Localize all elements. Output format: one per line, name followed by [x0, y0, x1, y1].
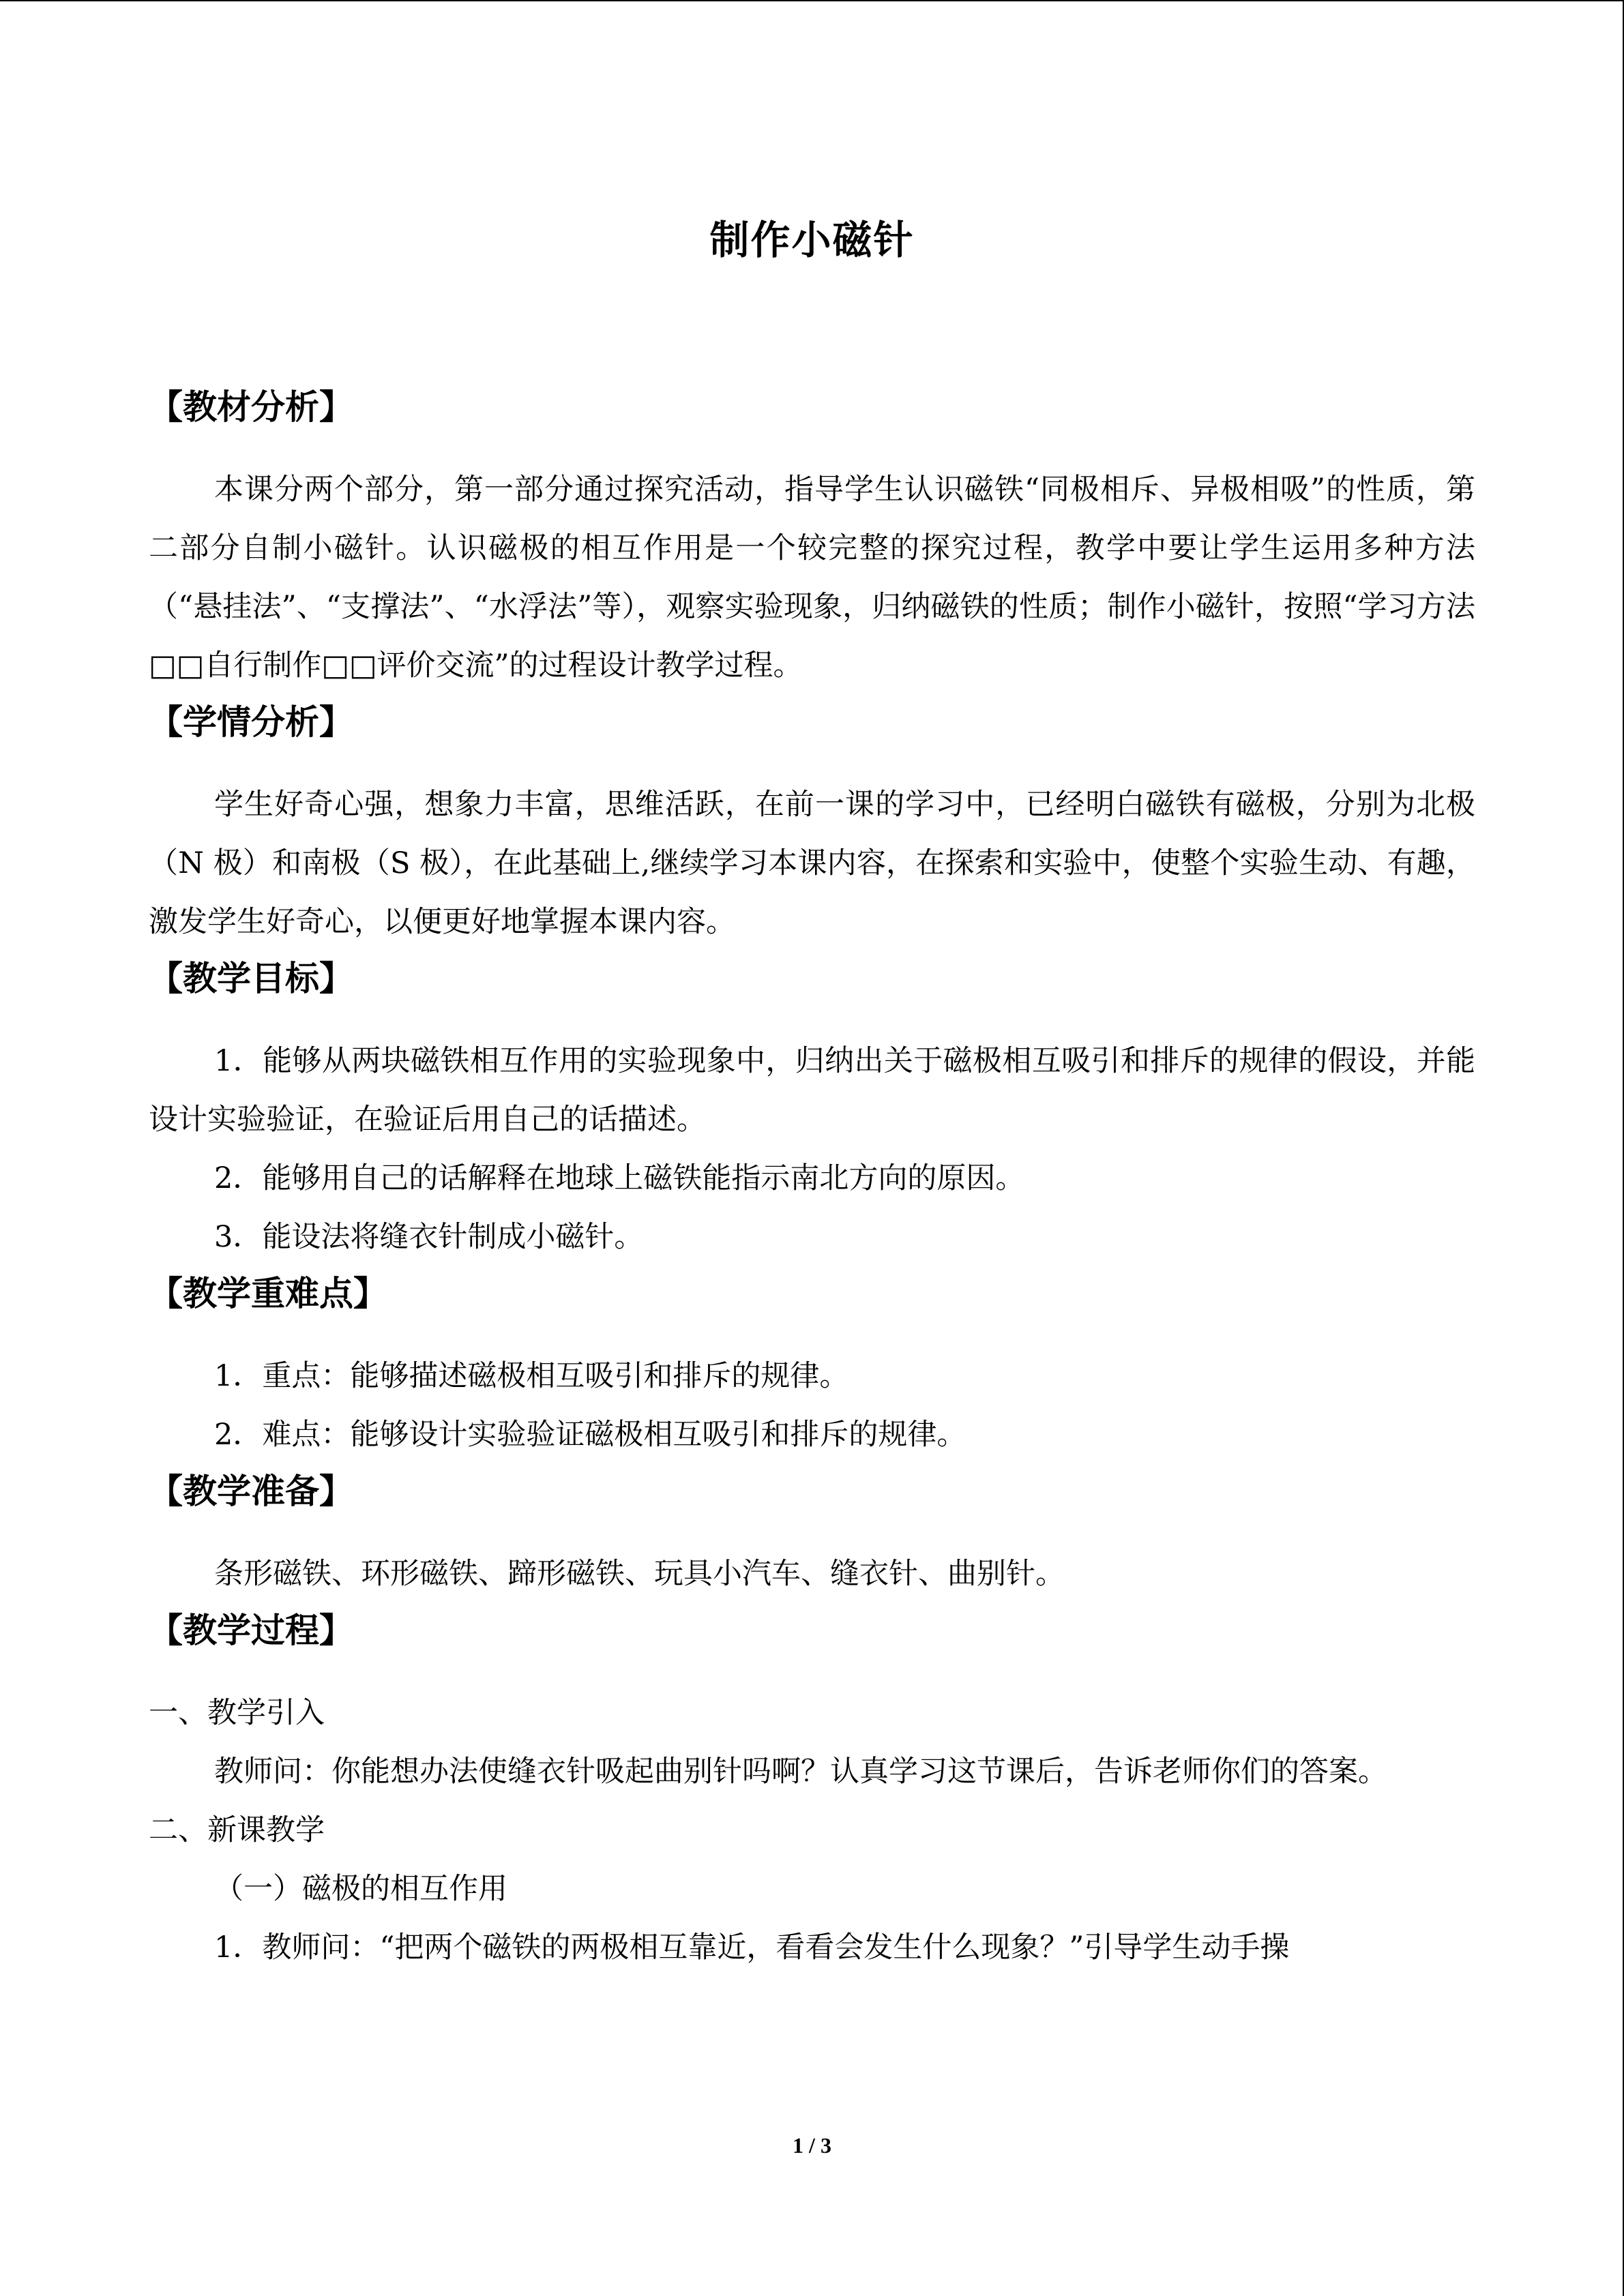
list-item: 2．能够用自己的话解释在地球上磁铁能指示南北方向的原因。 [214, 1161, 1025, 1195]
page-top-border [0, 0, 1623, 1]
paragraph: 教师问：你能想办法使缝衣针吸起曲别针吗啊？认真学习这节课后，告诉老师你们的答案。 [214, 1755, 1387, 1789]
heading-textbook-analysis: 【教材分析】 [149, 387, 353, 427]
subheading: 一、教学引入 [149, 1696, 325, 1730]
list-item: 2．难点：能够设计实验验证磁极相互吸引和排斥的规律。 [214, 1418, 966, 1452]
page-title: 制作小磁针 [709, 217, 915, 263]
paragraph: 条形磁铁、环形磁铁、蹄形磁铁、玩具小汽车、缝衣针、曲别针。 [214, 1557, 1065, 1591]
heading-student-analysis: 【学情分析】 [149, 702, 353, 742]
list-item: 1．能够从两块磁铁相互作用的实验现象中，归纳出关于磁极相互吸引和排斥的规律的假设，并能设计实验验证，在验证后用自己的话描述。 [149, 1044, 1475, 1137]
paragraph: 本课分两个部分，第一部分通过探究活动，指导学生认识磁铁“同极相斥、异极相吸”的性质，第二部分自制小磁针。认识磁极的相互作用是一个较完整的探究过程，教学中要让学生运用多种方法（“悬挂法”、“支撑法”、“水浮法”等），观察实验现象，归纳磁铁的性质；制作小磁针，按照“学习方法□□自行制作□□评价交流”的过程设计教学过程。 [149, 473, 1475, 683]
subheading: （一）磁极的相互作用 [214, 1872, 507, 1906]
paragraph: 学生好奇心强，想象力丰富，思维活跃，在前一课的学习中，已经明白磁铁有磁极，分别为北极（N 极）和南极（S 极），在此基础上,继续学习本课内容，在探索和实验中，使整个实验生动、有趣，激发学生好奇心，以便更好地掌握本课内容。 [149, 788, 1475, 939]
heading-teaching-goals: 【教学目标】 [149, 959, 353, 998]
list-item: 1．重点：能够描述磁极相互吸引和排斥的规律。 [214, 1359, 849, 1393]
heading-teaching-process: 【教学过程】 [149, 1611, 353, 1650]
document-body [149, 385, 1475, 1977]
page-number: 1 / 3 [793, 2133, 831, 2158]
list-item: 3．能设法将缝衣针制成小磁针。 [214, 1220, 644, 1254]
heading-preparation: 【教学准备】 [149, 1472, 353, 1511]
paragraph: 1．教师问：“把两个磁铁的两极相互靠近，看看会发生什么现象？”引导学生动手操 [214, 1930, 1290, 1965]
subheading: 二、新课教学 [149, 1813, 325, 1847]
heading-key-points: 【教学重难点】 [149, 1274, 387, 1313]
